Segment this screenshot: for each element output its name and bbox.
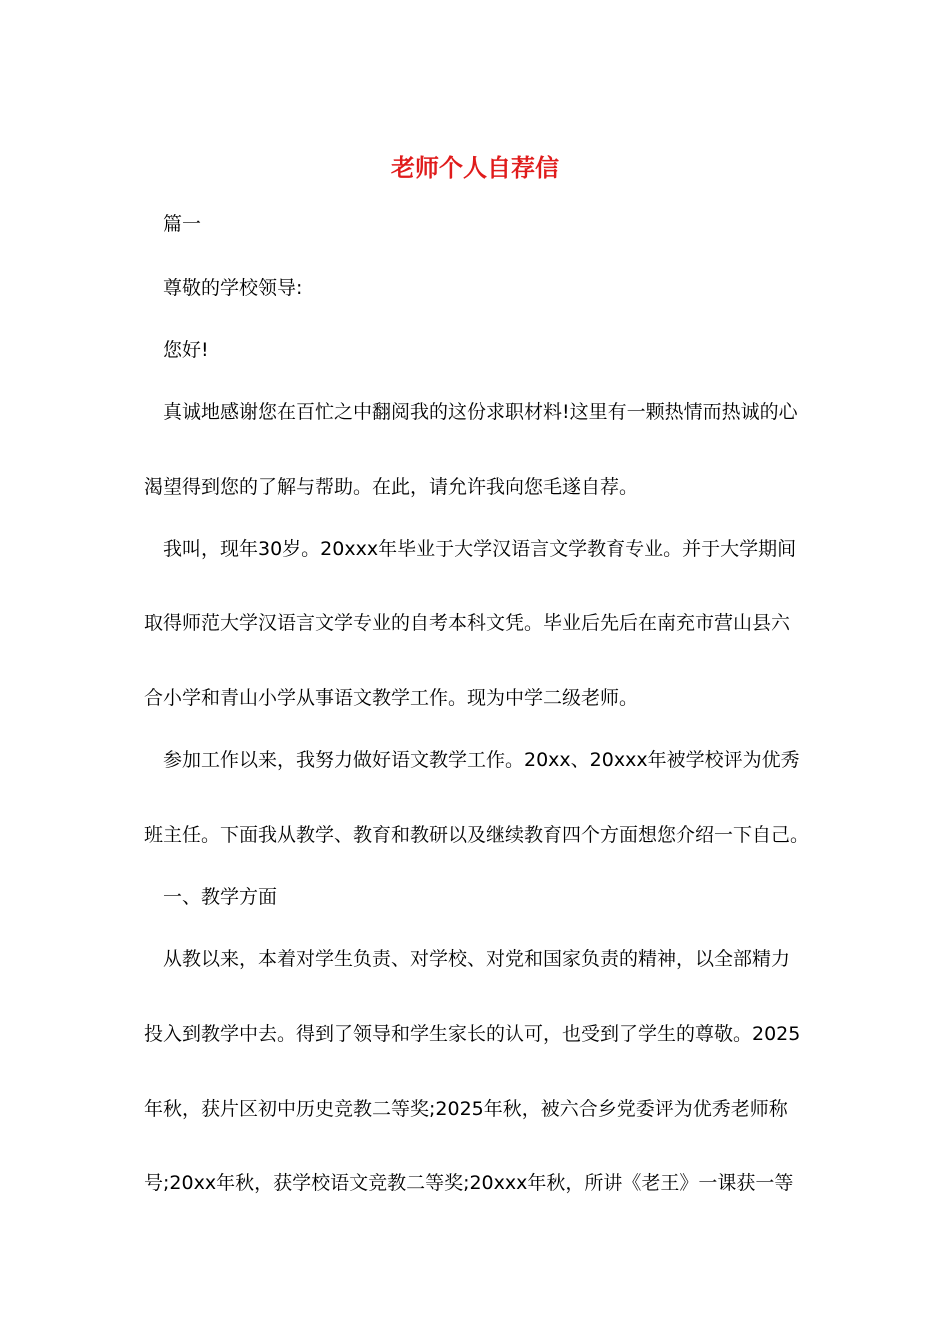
document-title: 老师个人自荐信 <box>391 153 559 182</box>
paragraph-line: 号;20xx年秋，获学校语文竞教二等奖;20xxx年秋，所讲《老王》一课获一等 <box>144 1172 794 1194</box>
salutation: 尊敬的学校领导: <box>163 277 303 299</box>
paragraph-line: 合小学和青山小学从事语文教学工作。现为中学二级老师。 <box>144 687 639 709</box>
paragraph-line: 年秋，获片区初中历史竞教二等奖;2025年秋，被六合乡党委评为优秀老师称 <box>144 1098 788 1120</box>
paragraph-line: 渴望得到您的了解与帮助。在此，请允许我向您毛遂自荐。 <box>144 476 639 498</box>
paragraph-line: 从教以来，本着对学生负责、对学校、对党和国家负责的精神，以全部精力 <box>163 948 791 970</box>
paragraph-line: 真诚地感谢您在百忙之中翻阅我的这份求职材料!这里有一颗热情而热诚的心 <box>163 401 798 423</box>
subsection-heading: 一、教学方面 <box>163 886 278 908</box>
paragraph-line: 我叫，现年30岁。20xxx年毕业于大学汉语言文学教育专业。并于大学期间 <box>163 538 797 560</box>
section-heading: 篇一 <box>163 213 202 235</box>
paragraph-line: 班主任。下面我从教学、教育和教研以及继续教育四个方面想您介绍一下自己。 <box>144 824 810 846</box>
greeting: 您好! <box>163 339 209 361</box>
paragraph-line: 投入到教学中去。得到了领导和学生家长的认可，也受到了学生的尊敬。2025 <box>144 1023 801 1045</box>
paragraph-line: 参加工作以来，我努力做好语文教学工作。20xx、20xxx年被学校评为优秀 <box>163 749 800 771</box>
paragraph-line: 取得师范大学汉语言文学专业的自考本科文凭。毕业后先后在南充市营山县六 <box>144 612 791 634</box>
